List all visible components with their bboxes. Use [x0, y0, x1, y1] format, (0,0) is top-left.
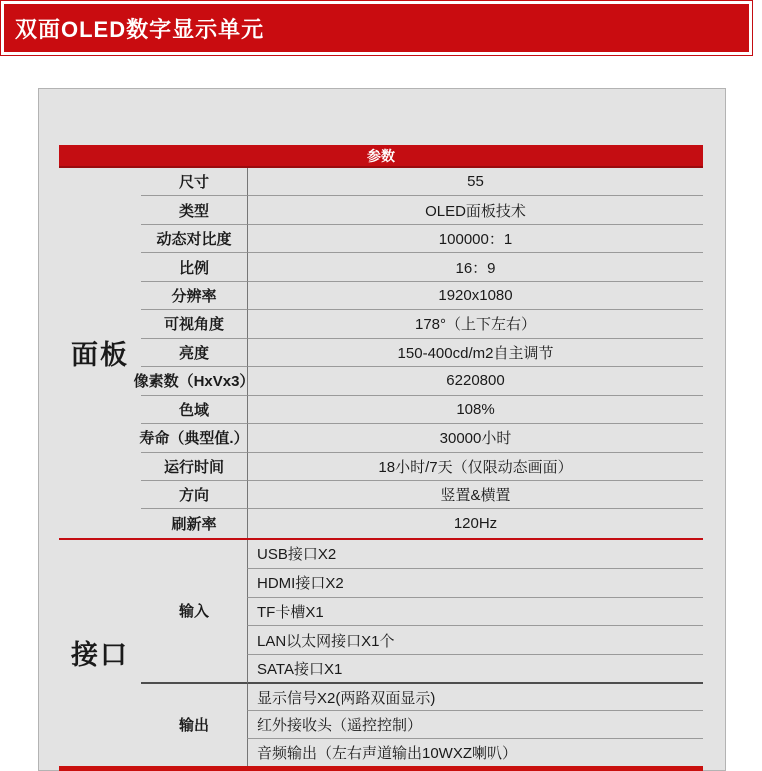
page-banner	[0, 0, 753, 56]
page-banner-fill	[4, 4, 749, 52]
interface-item: 红外接收头（遥控控制）	[247, 711, 703, 738]
param-value: 16：9	[247, 253, 703, 281]
param-label: 亮度	[141, 339, 247, 367]
param-value: 30000小时	[247, 424, 703, 452]
table-header-label: 参数	[367, 147, 395, 164]
param-value: 55	[247, 168, 703, 196]
param-value: 150-400cd/m2自主调节	[247, 339, 703, 367]
table-header-bar	[59, 145, 703, 168]
param-label: 像素数（HxVx3）	[141, 367, 247, 395]
section-label-panel: 面板	[71, 340, 129, 371]
param-label: 尺寸	[141, 168, 247, 196]
param-label: 色域	[141, 396, 247, 424]
interface-group-label: 输出	[178, 717, 209, 735]
param-value: 120Hz	[247, 509, 703, 537]
spec-box	[38, 88, 726, 771]
param-value: OLED面板技术	[247, 196, 703, 224]
param-value: 竖置&横置	[247, 481, 703, 509]
param-value: 1920x1080	[247, 282, 703, 310]
next-table-header-bar-cutoff	[59, 766, 703, 771]
param-label: 寿命（典型值.）	[141, 424, 247, 452]
interface-section-table	[59, 540, 703, 766]
section-label-interface: 接口	[71, 640, 129, 671]
param-label: 比例	[141, 253, 247, 281]
interface-group-label: 输入	[141, 540, 247, 684]
panel-section-table	[59, 168, 703, 538]
interface-item: HDMI接口X2	[247, 569, 703, 598]
param-label: 类型	[141, 196, 247, 224]
param-value: 18小时/7天（仅限动态画面）	[247, 453, 703, 481]
interface-item: 显示信号X2(两路双面显示)	[247, 684, 703, 711]
param-value: 6220800	[247, 367, 703, 395]
param-label: 动态对比度	[141, 225, 247, 253]
param-label: 刷新率	[171, 516, 217, 534]
interface-item: LAN以太网接口X1个	[247, 626, 703, 655]
param-value: 100000：1	[247, 225, 703, 253]
param-value: 108%	[247, 396, 703, 424]
param-label: 运行时间	[141, 453, 247, 481]
param-label: 可视角度	[141, 310, 247, 338]
param-value: 178°（上下左右）	[247, 310, 703, 338]
interface-item: TF卡槽X1	[247, 598, 703, 627]
interface-item: USB接口X2	[247, 540, 703, 569]
param-label: 分辨率	[141, 282, 247, 310]
interface-item: 音频输出（左右声道输出10WXZ喇叭）	[247, 739, 703, 766]
interface-item: SATA接口X1	[247, 655, 703, 684]
param-label: 方向	[141, 481, 247, 509]
page-title: 双面OLED数字显示单元	[15, 16, 265, 42]
